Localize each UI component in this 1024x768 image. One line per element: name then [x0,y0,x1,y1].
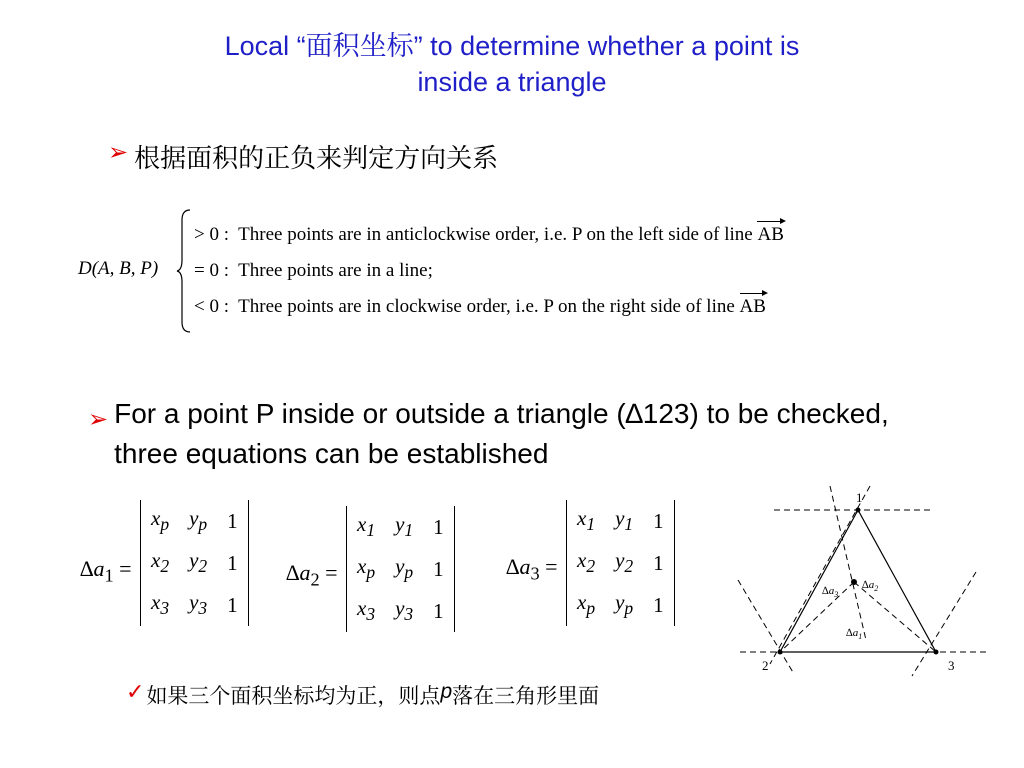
arrow-bullet-icon: ➢ [88,406,109,433]
area-label-a3: $\Delta a_3$ [822,585,839,599]
vertex-label-3: 3 [948,658,955,673]
area-label-a1: $\Delta a_1$ [846,627,863,641]
dashed-inner-line [854,582,936,652]
arrow-bullet-icon: ➢ [108,138,129,166]
vertex-label-1: 1 [856,490,863,505]
area-label-a2: $\Delta a_2$ [862,579,879,593]
point-p-dot [851,579,857,585]
title-line-1: Local “面积坐标” to determine whether a point is [224,31,800,61]
vertex-dot [856,508,861,513]
delta-a3-label: $\Delta a_3$ = [506,554,558,584]
formula-case-negative: < 0 : Three points are in clockwise order, i.e. P on the right side of line AB [194,296,766,317]
checkmark-icon: ✓ [126,680,145,705]
matrix-row: $x_3$ $y_3$ 1 [357,596,444,625]
bullet-three-equations [88,394,948,474]
matrix-row: $x_p$ $y_p$ 1 [357,554,444,583]
vertex-label-2: 2 [762,658,769,673]
formula-case-zero: = 0 : Three points are in a line; [194,260,433,281]
bullet-conclusion [126,680,599,710]
bullet-text: For a point P inside or outside a triangle (∆123) to be checked, three equations can be established [114,398,889,469]
vector-ab: AB [739,296,766,317]
dashed-inner-line [780,582,854,652]
bullet-text: 根据面积的正负来判定方向关系 [134,144,499,174]
bullet-area-sign [108,138,498,175]
conclusion-text-after: 落在三角形里面 [452,684,600,708]
vector-ab: AB [757,224,784,245]
determinant-a1 [140,500,249,626]
vertex-dot [778,650,783,655]
conclusion-text-before: 如果三个面积坐标均为正，则点 [146,684,441,708]
matrix-row: $x_1$ $y_1$ 1 [577,506,664,535]
dashed-extension-line [912,572,976,676]
point-p-symbol: p [440,680,453,703]
slide-title [60,28,964,100]
title-line-2: inside a triangle [417,67,607,97]
determinant-a3 [566,500,675,626]
matrix-row: $x_p$ $y_p$ 1 [151,506,238,535]
matrix-row: $x_1$ $y_1$ 1 [357,512,444,541]
matrix-row: $x_3$ $y_3$ 1 [151,590,238,619]
delta-a2-label: $\Delta a_2$ = [286,560,338,590]
delta-a1-label: $\Delta a_1$ = [80,556,132,586]
matrix-row: $x_p$ $y_p$ 1 [577,590,664,619]
formula-case-positive: > 0 : Three points are in anticlockwise order, i.e. P on the left side of line AB [194,224,784,245]
determinant-a2 [346,506,455,632]
matrix-row: $x_2$ $y_2$ 1 [577,548,664,577]
left-brace [176,208,192,334]
vertex-dot [934,650,939,655]
formula-lhs: D(A, B, P) [78,258,159,279]
dashed-extension-line [830,486,866,640]
triangle-diagram [730,480,1000,680]
matrix-row: $x_2$ $y_2$ 1 [151,548,238,577]
